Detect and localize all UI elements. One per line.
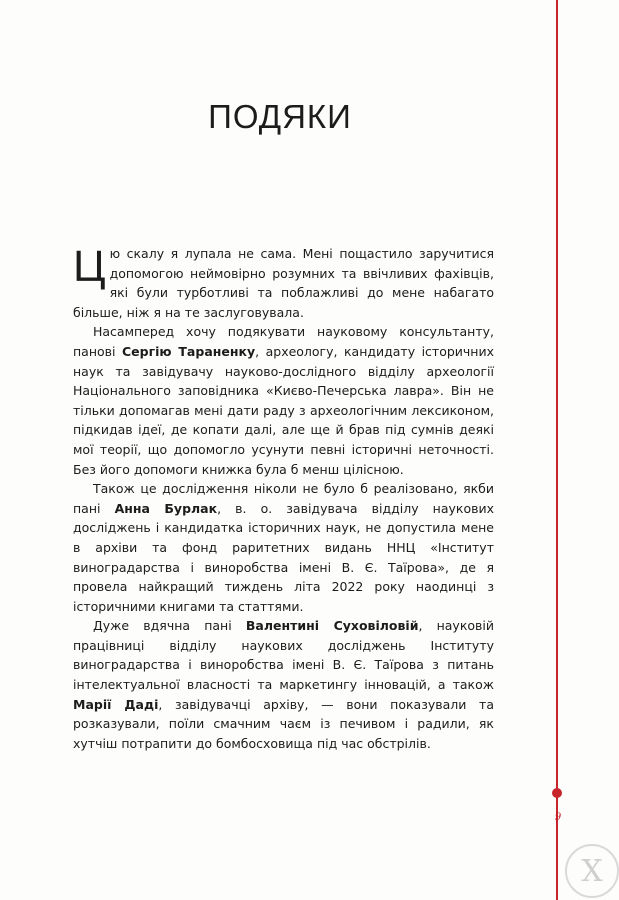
paragraph-3-before: Також це дослідження ніколи не було б реалізовано, якби пані	[73, 481, 494, 516]
name-dadi: Марії Даді	[73, 696, 159, 712]
paragraph-2	[73, 322, 494, 479]
page-number: 9	[554, 812, 562, 823]
name-burlak: Анна Бурлак	[114, 500, 218, 516]
paragraph-2-after: , археологу, кандидату історичних наук та завідувачу науково-дослідного відділу археології Національного заповідника «Києво-Печерська лавра». Він не тільки допомагав мені дати раду з археологічним лексиконом, підкидав ідеї, де копати далі, але ще й брав під сумнів деякі мої теорії, що допомогло усунути певні історичні неточності. Без його допомоги книжка була б менш цілісною.	[73, 343, 495, 477]
drop-cap: Ц	[73, 242, 106, 291]
paragraph-2-before: Насамперед хочу подякувати науковому консультанту, панові	[73, 324, 494, 359]
paragraph-4	[73, 616, 494, 753]
paragraph-1-text: ю скалу я лупала не сама. Мені пощастило заручитися допомогою неймовірно розумних та ввічливих фахівців, які були турботливі та поблажливі до мене набагато більше, ніж я на те заслуговувала.	[73, 246, 494, 320]
name-sukhovilova: Валентині Суховіловій	[245, 618, 419, 634]
name-taranenko: Сергію Тараненку	[121, 343, 256, 359]
paragraph-4-before: Дуже вдячна пані	[93, 618, 246, 634]
paragraph-4-after: , завідувачці архіву, — вони показували та розказували, поїли смачним чаєм із печивом і радили, як хутчіш потрапити до бомбосховища під час обстрілів.	[73, 696, 494, 751]
body-text	[73, 244, 494, 753]
margin-red-dot	[552, 788, 562, 798]
page-title: ПОДЯКИ	[208, 98, 352, 135]
paragraph-3-after: , в. о. завідувача відділу наукових досліджень і кандидатка історичних наук, не допустила мене в архіви та фонд раритетних видань ННЦ «Інститут виноградарства і виноробства імені В. Є. Таїрова», де я провела найкращий тиждень літа 2022 року наодинці з історичними книгами та статтями.	[73, 500, 494, 614]
paragraph-1	[73, 244, 494, 322]
watermark-logo: X	[565, 844, 619, 898]
paragraph-3	[73, 479, 494, 616]
paragraph-4-middle: , науковій працівниці відділу наукових досліджень Інституту виноградарства і виноробства імені В. Є. Таїрова з питань інтелектуальної власності та маркетингу інновацій, а також	[73, 618, 494, 693]
